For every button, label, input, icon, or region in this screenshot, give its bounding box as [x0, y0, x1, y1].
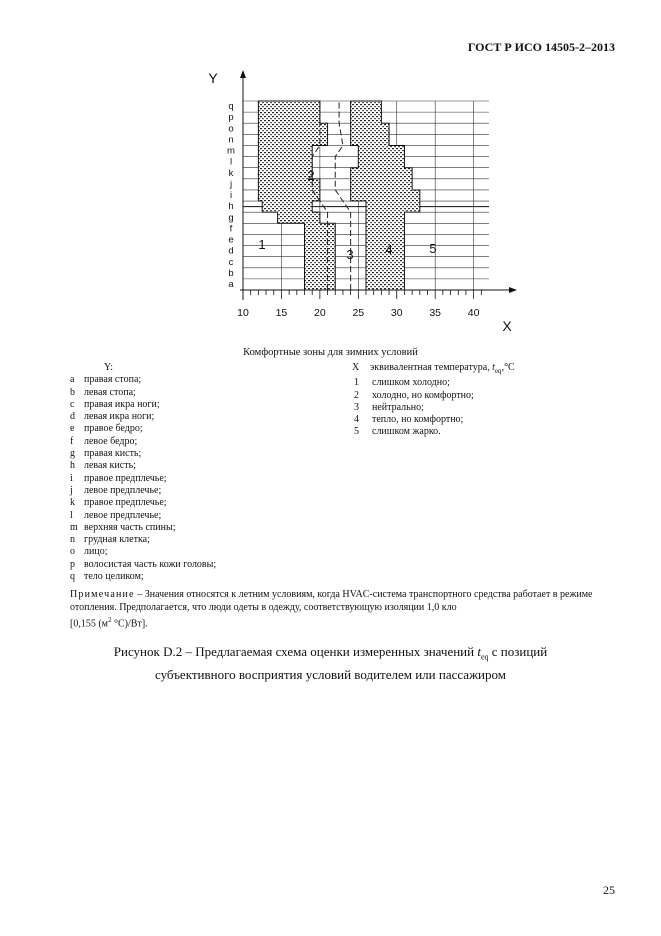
y-axis-label: Y [208, 70, 218, 86]
x-tick-label: 40 [467, 307, 480, 319]
legend-x-item: 4 тепло, но комфортно; [354, 414, 464, 426]
chart-ticks [243, 290, 481, 299]
zone-label: 1 [258, 237, 266, 252]
x-tick-label: 30 [390, 307, 403, 319]
legend-x-title: X эквивалентная температура, $t_{eq},^\circ C$ [352, 362, 515, 375]
legend-x-item: 1 слишком холодно; [354, 377, 450, 389]
legend-y-item: f левое бедро; [70, 435, 138, 447]
legend-y-item: g правая кисть; [70, 448, 142, 460]
chart-zones [258, 101, 419, 290]
y-tick-label: e [228, 234, 234, 246]
legend-y-item: c правая икра ноги; [70, 398, 160, 410]
y-tick-label: g [228, 212, 234, 224]
comfort-zone-chart [0, 0, 661, 345]
note: Примечание – Значения относятся к летним условиям, когда HVAC-система транспортного средства работает в режиме отопления. Предполагается, что люди одеты в одежду, соответствующую изоляции 1,0 кло [0,155 ($м^2$ °C)/Вт]. [70, 589, 593, 630]
legend-y-item: j левое предплечье; [70, 484, 162, 496]
legend-y [70, 362, 216, 583]
zone-2-area [258, 101, 335, 290]
y-tick-label: b [228, 267, 234, 279]
y-tick-label: a [228, 279, 234, 290]
legend-y-item: n грудная клетка; [70, 534, 150, 546]
figure-title-line2: субъективного восприятия условий водителем или пассажиром [154, 667, 506, 682]
legend-y-item: q тело целиком; [70, 571, 144, 583]
legend-y-item: d левая икра ноги; [70, 411, 155, 423]
legend-y-item: m верхняя часть спины; [70, 521, 176, 533]
zone-label: 3 [346, 247, 354, 262]
y-tick-label: f [229, 223, 233, 235]
x-tick-label: 20 [314, 307, 326, 319]
y-tick-label: n [228, 134, 234, 146]
x-axis-label: X [502, 318, 512, 334]
zone-label: 2 [307, 168, 315, 183]
chart-caption: Комфортные зоны для зимних условий [243, 347, 418, 358]
zone-label: 5 [429, 241, 437, 256]
legend-y-item: l левое предплечье; [70, 509, 162, 521]
x-tick-label: 25 [352, 307, 365, 319]
x-tick-label: 10 [237, 307, 249, 319]
y-tick-label: i [229, 190, 233, 202]
legend-y-title: Y: [104, 362, 114, 373]
legend-y-item: e правое бедро; [70, 423, 143, 435]
x-tick-label: 15 [275, 307, 288, 319]
y-tick-label: m [227, 145, 235, 157]
legend-y-item: o лицо; [70, 546, 108, 558]
legend-y-item: p волосистая часть кожи головы; [70, 558, 217, 570]
y-tick-label: d [228, 245, 234, 257]
legend-x-item: 5 слишком жарко. [354, 426, 441, 438]
page-number: 25 [603, 883, 615, 897]
legend-y-item: a правая стопа; [70, 374, 142, 386]
y-tick-label: j [229, 178, 233, 190]
x-axis-arrow [509, 287, 517, 293]
zone-label: 4 [385, 242, 393, 257]
legend-y-item: k правое предплечье; [70, 497, 167, 509]
legend-x-item: 3 нейтрально; [354, 401, 424, 413]
zone-4-area [351, 101, 420, 290]
y-tick-label: p [228, 112, 234, 124]
legend-y-item: i правое предплечье; [70, 472, 167, 484]
document-code: ГОСТ Р ИСО 14505-2–2013 [467, 40, 615, 54]
y-axis-arrow [240, 70, 246, 78]
y-tick-label: q [228, 101, 234, 113]
y-tick-label: h [228, 201, 234, 213]
legend-y-item: b левая стопа; [70, 386, 136, 398]
y-tick-label: k [228, 167, 234, 179]
legend-x [352, 362, 515, 439]
legend-y-item: h левая кисть; [70, 460, 136, 472]
legend-x-item: 2 холодно, но комфортно; [354, 389, 474, 401]
y-tick-label: o [228, 123, 234, 135]
figure-title-line1: Рисунок D.2 – Предлагаемая схема оценки измеренных значений $t_{eq}$ с позиций [113, 644, 548, 662]
y-tick-label: c [228, 256, 234, 268]
y-tick-label: l [229, 156, 233, 168]
x-tick-label: 35 [429, 307, 442, 319]
